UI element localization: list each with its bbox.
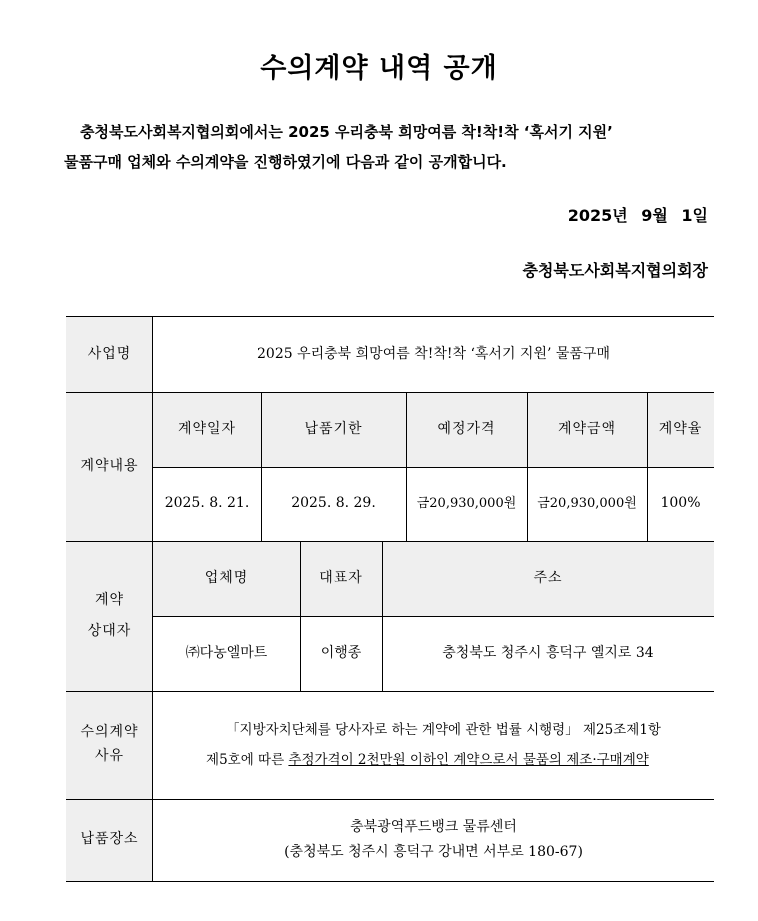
delivery-line-1: 충북광역푸드뱅크 물류센터 [350,818,517,835]
party-col-divider-1 [300,541,301,691]
contract-header-date-text: 계약일자 [177,420,237,437]
party-label [66,541,153,691]
project-label-text: 사업명 [87,345,132,362]
reason-label-line-1: 수의계약 [80,724,139,741]
row-divider-contract-header [153,467,714,468]
party-label-line-1: 계약 [94,592,125,609]
contract-rate-text: 100% [660,495,701,512]
reason-text-block [206,715,661,775]
party-company-text: ㈜다농엘마트 [185,644,268,661]
party-label-line-2: 상대자 [87,623,132,639]
party-header-company-text: 업체명 [204,569,249,586]
reason-line-1: 「지방자치단체를 당사자로 하는 계약에 관한 법률 시행령」 제25조제1항 [226,722,661,738]
reason-label [66,691,153,799]
row-divider-contract [66,541,714,542]
contract-header-amount [527,392,647,467]
contract-header-rate [647,392,714,467]
project-value-text: 2025 우리충북 희망여름 착!착!착 ‘혹서기 지원’ 물품구매 [257,345,610,362]
contract-date-text: 2025. 8. 21. [164,495,250,512]
contract-header-amount-text: 계약금액 [557,420,617,437]
page-title: 수의계약 내역 공개 [260,53,498,84]
contract-col-divider-3 [527,392,528,541]
party-header-address-text: 주소 [533,569,563,586]
contract-col-divider-1 [261,392,262,541]
contract-deadline-text: 2025. 8. 29. [291,495,376,512]
party-address-value [382,616,714,691]
intro-line-2: 물품구매 업체와 수의계약을 진행하였기에 다음과 같이 공개합니다. [64,153,507,171]
delivery-label [66,799,153,881]
row-divider-project [66,392,714,393]
party-company-value [153,616,300,691]
party-representative-value [300,616,382,691]
contract-label-text: 계약내용 [80,457,139,474]
party-header-representative [300,541,382,616]
announcement-date: 2025년 9월 1일 [567,206,708,225]
issuing-organization: 충청북도사회복지협의회장 [522,261,708,280]
contract-col-divider-4 [647,392,648,541]
contract-amount-text: 금20,930,000원 [537,495,637,511]
contract-header-deadline-text: 납품기한 [304,420,363,437]
contract-header-date [153,392,261,467]
row-divider-reason [66,799,714,800]
contract-rate-value [647,467,714,541]
party-header-company [153,541,300,616]
reason-label-line-2: 사유 [94,748,125,764]
project-label [66,317,153,392]
project-value [153,317,714,392]
contract-col-divider-2 [406,392,407,541]
reason-value [153,691,714,799]
party-header-address [382,541,714,616]
delivery-line-2: (충청북도 청주시 흥덕구 강내면 서부로 180-67) [284,844,583,860]
reason-line-2 [206,745,661,775]
contract-header-rate-text: 계약율 [658,420,703,437]
party-header-representative-text: 대표자 [319,569,363,586]
party-representative-text: 이행종 [320,644,362,661]
intro-line-1: 충청북도사회복지협의회에서는 2025 우리충북 희망여름 착!착!착 ‘혹서기 지원’ [80,123,613,141]
contract-header-estimated-price [406,392,527,467]
reason-line-2-underlined: 추정가격이 2천만원 이하인 계약으로서 물품의 제조·구매계약 [288,752,649,768]
row-divider-party [66,691,714,692]
delivery-label-text: 납품장소 [80,831,139,848]
estimated-price-value [406,467,527,541]
contract-date-value [153,467,261,541]
contract-deadline-value [261,467,406,541]
party-address-text: 충청북도 청주시 흥덕구 옐지로 34 [442,644,654,661]
row-divider-party-header [153,616,714,617]
contract-header-estimated-price-text: 예정가격 [437,420,496,437]
contract-header-deadline [261,392,406,467]
contract-amount-value [527,467,647,541]
delivery-value [153,799,714,881]
reason-line-2-plain: 제5호에 따른 [206,752,289,768]
party-col-divider-2 [382,541,383,691]
contract-label [66,392,153,541]
estimated-price-text: 금20,930,000원 [416,495,517,511]
label-column-divider [152,317,153,881]
contract-table [66,316,714,882]
